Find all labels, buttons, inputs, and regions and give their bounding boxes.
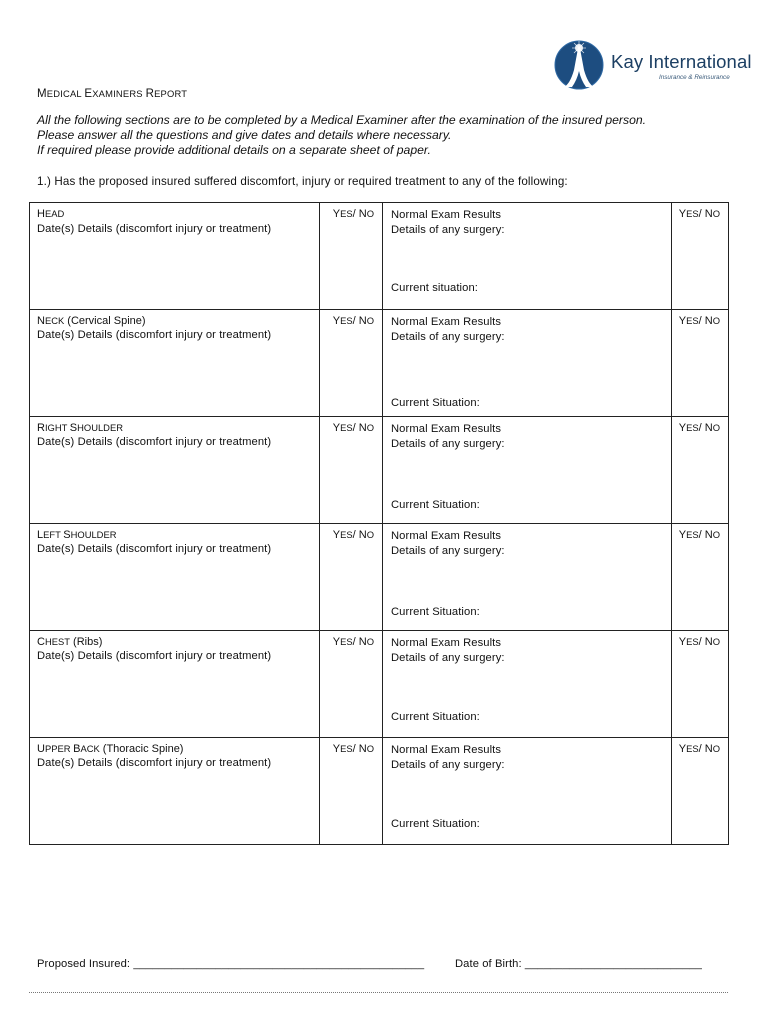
table-row (30, 738, 729, 845)
surgery-details-label: Details of any surgery: (391, 545, 505, 557)
surgery-details-label: Details of any surgery: (391, 438, 505, 450)
dates-details-label: Date(s) Details (discomfort injury or treatment) (37, 757, 272, 769)
yes-no-cell[interactable] (320, 417, 383, 524)
body-region-cell[interactable] (30, 524, 320, 631)
yes-no-label: YES/ NO (678, 315, 720, 327)
body-region-cell[interactable] (30, 310, 320, 417)
yes-no-label: YES/ NO (332, 529, 374, 541)
yes-no-cell[interactable] (672, 203, 729, 310)
yes-no-label: YES/ NO (678, 208, 720, 220)
current-situation-label: Current situation: (391, 282, 478, 294)
exam-results-cell[interactable] (383, 310, 672, 417)
normal-exam-results-label: Normal Exam Results (391, 530, 502, 542)
exam-results-cell[interactable] (383, 417, 672, 524)
surgery-details-label: Details of any surgery: (391, 224, 505, 236)
surgery-details-label: Details of any surgery: (391, 652, 505, 664)
globe-logo-icon (548, 40, 608, 90)
yes-no-label: YES/ NO (332, 422, 374, 434)
yes-no-label: YES/ NO (678, 529, 720, 541)
table-row (30, 310, 729, 417)
normal-exam-results-label: Normal Exam Results (391, 209, 502, 221)
body-region-label: NECK (Cervical Spine) (37, 315, 146, 327)
dates-details-label: Date(s) Details (discomfort injury or treatment) (37, 543, 272, 555)
dates-details-label: Date(s) Details (discomfort injury or treatment) (37, 329, 272, 341)
body-region-cell[interactable] (30, 631, 320, 738)
yes-no-cell[interactable] (320, 738, 383, 845)
instruction-line: Please answer all the questions and give dates and details where necessary. (37, 128, 452, 142)
body-region-label: HEAD (37, 208, 65, 220)
normal-exam-results-label: Normal Exam Results (391, 316, 502, 328)
yes-no-cell[interactable] (320, 310, 383, 417)
surgery-details-label: Details of any surgery: (391, 331, 505, 343)
normal-exam-results-label: Normal Exam Results (391, 637, 502, 649)
current-situation-label: Current Situation: (391, 606, 480, 618)
yes-no-cell[interactable] (320, 631, 383, 738)
exam-results-cell[interactable] (383, 738, 672, 845)
instructions (37, 113, 646, 158)
date-of-birth-field[interactable]: Date of Birth: ____________________________ (455, 958, 702, 970)
exam-table (29, 202, 729, 845)
page-divider (29, 992, 728, 993)
yes-no-cell[interactable] (672, 631, 729, 738)
yes-no-label: YES/ NO (332, 743, 374, 755)
yes-no-label: YES/ NO (332, 208, 374, 220)
dates-details-label: Date(s) Details (discomfort injury or treatment) (37, 223, 272, 235)
table-row (30, 203, 729, 310)
current-situation-label: Current Situation: (391, 818, 480, 830)
surgery-details-label: Details of any surgery: (391, 759, 505, 771)
proposed-insured-field[interactable]: Proposed Insured: ______________________________________________ (37, 958, 425, 970)
dates-details-label: Date(s) Details (discomfort injury or treatment) (37, 436, 272, 448)
logo-name: Kay International (611, 51, 752, 72)
yes-no-cell[interactable] (672, 738, 729, 845)
exam-results-cell[interactable] (383, 203, 672, 310)
yes-no-cell[interactable] (320, 524, 383, 631)
logo-tagline: Insurance & Reinsurance (659, 74, 730, 81)
yes-no-cell[interactable] (672, 310, 729, 417)
yes-no-label: YES/ NO (678, 743, 720, 755)
body-region-label: UPPER BACK (Thoracic Spine) (37, 743, 184, 755)
normal-exam-results-label: Normal Exam Results (391, 744, 502, 756)
body-region-cell[interactable] (30, 417, 320, 524)
yes-no-label: YES/ NO (332, 315, 374, 327)
yes-no-cell[interactable] (672, 417, 729, 524)
current-situation-label: Current Situation: (391, 499, 480, 511)
question-text: 1.) Has the proposed insured suffered discomfort, injury or required treatment to any of the following: (37, 175, 568, 188)
exam-results-cell[interactable] (383, 631, 672, 738)
yes-no-label: YES/ NO (678, 422, 720, 434)
body-region-cell[interactable] (30, 203, 320, 310)
table-row (30, 524, 729, 631)
document-title: MEDICAL EXAMINERS REPORT (37, 88, 188, 100)
yes-no-cell[interactable] (672, 524, 729, 631)
instruction-line: If required please provide additional details on a separate sheet of paper. (37, 143, 431, 157)
body-region-label: RIGHT SHOULDER (37, 422, 123, 434)
yes-no-label: YES/ NO (332, 636, 374, 648)
table-row (30, 417, 729, 524)
body-region-label: LEFT SHOULDER (37, 529, 117, 541)
dates-details-label: Date(s) Details (discomfort injury or treatment) (37, 650, 272, 662)
yes-no-cell[interactable] (320, 203, 383, 310)
body-region-label: CHEST (Ribs) (37, 636, 103, 648)
company-logo (548, 40, 752, 90)
current-situation-label: Current Situation: (391, 397, 480, 409)
yes-no-label: YES/ NO (678, 636, 720, 648)
normal-exam-results-label: Normal Exam Results (391, 423, 502, 435)
current-situation-label: Current Situation: (391, 711, 480, 723)
table-row (30, 631, 729, 738)
instruction-line: All the following sections are to be completed by a Medical Examiner after the examination of the insured person. (37, 113, 647, 127)
body-region-cell[interactable] (30, 738, 320, 845)
exam-results-cell[interactable] (383, 524, 672, 631)
